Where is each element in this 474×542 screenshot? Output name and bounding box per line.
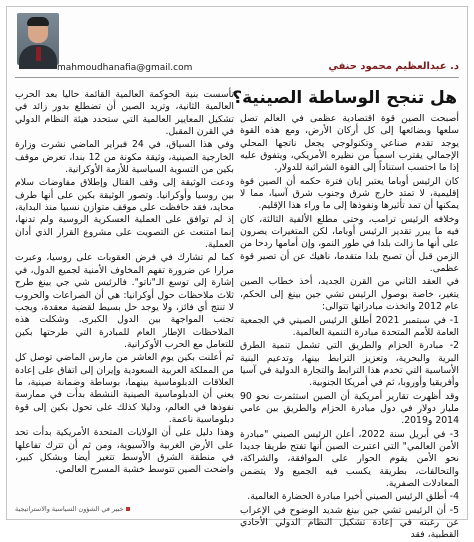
paragraph: وهذا دليل على أن الولايات المتحدة الأمريكية بدأت تحد على الأرض الغربية والآسيوية، ومن ثم أن تترك تفاعلها في منطقة الشرق الأوسط تتغير أيضا وبشكل كبير، واضحت الصين تتوسط خشبة المسرح العالمي.	[15, 427, 234, 476]
paragraph: وفي هذا السياق، في 24 فبراير الماضي نشرت وزارة الخارجية الصينية، وثيقة مكونة من 12 بندا، تعرض موقف بكين من التسوية السياسية للأزمة الأوكرانية.	[15, 139, 235, 176]
author-bio-text: خبير في الشؤون السياسية والاستراتيجية	[15, 505, 124, 513]
paragraph: 3- في أبريل سنة 2022، أعلن الرئيس الصيني "مبادرة الأمن العالمي" التي اعتبرت الصين أنها تفتح طريقا جديدا نحو الأمن يقوم الحوار على الموافقة، والشراكة، والتحالفات، بطريقة يكسب فيه الجميع ولا يتضمن المعادلات الصفرية.	[240, 428, 459, 489]
paragraph: كما لم تشارك في فرض العقوبات على روسيا، وعبرت مرارا عن ضرورة تفهم المخاوف الأمنية لجميع الدول، في إشارة إلى توسع الـ"ناتو". فالرئيس شي جي بينغ طرح ثلاث ملاحظات حول أوكرانيا: هي أن الصراعات والحروب لا تنتج أي فائز، ولا يوجد حل بسيط لقضية معقدة، ويجب تجنب المواجهة بين الدول الكبرى. وشكلت هذه الملاحظات الإطار العام للمبادرة التي طرحتها بكين للتعامل مع الحرب الأوكرانية.	[15, 252, 234, 350]
paragraph: 2- مبادرة الحزام والطريق التي تشمل تنمية الطرق البرية والبحرية، وتعزيز الترابط بينها، وتدعيم البنية الأساسية التي تخدم هذا الترابط والتجارة الدولية في آسيا وأفريقيا وأوروبا، ثم في أمريكا الجنوبية.	[240, 340, 459, 389]
bullet-icon	[126, 507, 130, 511]
paragraph: تأسست بنية الحوكمة العالمية القائمة حاليا بعد الحرب العالمية الثانية، وتريد الصين أن تضطلع بدور زائد في تشكيل المعايير العالمية التي ستحدد هيئة النظام الدولي في القرن المقبل.	[15, 89, 234, 138]
article-header	[7, 7, 467, 75]
paragraph: 1- في سبتمبر 2021 أطلق الرئيس الصيني في الجمعية العامة للأمم المتحدة مبادرة التنمية العالمية.	[240, 314, 460, 338]
title-block	[229, 87, 457, 109]
paragraph: وخلافه الرئيس ترامب، وحتى مطلع الألفية الثالثة، كان فيه ما يبرر تقدير الرئيس أوباما، لكن المتغيرات يصرون على أنها ما زالت بلدا في طور النمو، وإن أمامها ردحا من الزمن قبل أن تصبح بلدا متقدما، ناهيك عن أن تصير قوة عظمى.	[240, 213, 459, 275]
paragraph: كان الرئيس أوباما يعتبر إبان فترة حكمه أن الصين قوة إقليمية، لا تمتد خارج شرق وجنوب شرق آسيا، مما لا يمكنها أن تمد تأثيرها ونفوذها إلى ما وراء هذا الإقليم.	[240, 175, 459, 212]
paragraph: وقد أظهرت تقارير أمريكية أن الصين استثمرت نحو 90 مليار دولار في دول مبادرة الحزام والطريق بين عامي 2014 و2019.	[240, 390, 459, 427]
paragraph: 4- أطلق الرئيس الصيني أخيرا مبادرة الحضارة العالمية.	[247, 491, 459, 503]
paragraph: في العقد الثاني من القرن الجديد، أخذ خطاب الصين يتغير، خاصة بوصول الرئيس تشي جين بينغ إلى الحكم، عام 2012 واتخذت مبادراتها تتوالى:	[240, 276, 459, 313]
article-title: هل تنجح الوساطة الصينية؟	[232, 88, 457, 108]
paragraph: أصبحت الصين قوة اقتصادية عظمى في العالم تصل سلعها وبضائعها إلى كل أركان الأرض، ومع هذه القوة يوجد تقدم صناعي وتكنولوجي يجعل ناتجها المحلي الإجمالي يقترب اسمياً من نظيره الأمريكي، ويتفوق عليه إذا ما احتسب استناداً إلى القوة الشرائية للدولار.	[240, 113, 459, 174]
right-column	[240, 113, 460, 541]
left-column	[15, 89, 234, 505]
author-name: د. عبدالعظيم محمود حنفي	[328, 61, 459, 72]
author-email: mahmoudhanafia@gmail.com	[57, 63, 193, 73]
paragraph: ثم أعلنت بكين يوم العاشر من مارس الماضي توصل كل من المملكة العربية السعودية وإيران إلى اتفاق على إعادة العلاقات الدبلوماسية بينهما، بوساطة وضمانة صينية، ما يعني أن الدبلوماسية الصينية النشطة بدأت في ممارسة نفوذها في العالم، ودليلا كذلك على تحول بكين إلى قوة دبلوماسية ناعمة.	[15, 352, 234, 425]
header-divider	[15, 77, 459, 78]
author-photo	[17, 13, 59, 65]
newspaper-page	[6, 6, 468, 541]
paragraph: ودعت الوثيقة إلى وقف القتال وإطلاق مفاوضات سلام بين روسيا وأوكرانيا. وتصور الوثيقة بكين على أنها طرف محايد، فقد حافظت على موقف متوازن نسبيا منذ البداية، إذ لم توافق على العملية العسكرية الروسية ولم تدنها، إنما امتنعت عن التصويت على مشروع القرار الذي أدان العملية.	[15, 177, 234, 251]
paragraph: 5- أن الرئيس تشي جين بينغ شديد الوضوح في الإعراب عن رغبته في إعادة تشكيل النظام الدولي الأحادي القطبية، فقد	[240, 504, 459, 541]
author-bio	[15, 505, 130, 513]
